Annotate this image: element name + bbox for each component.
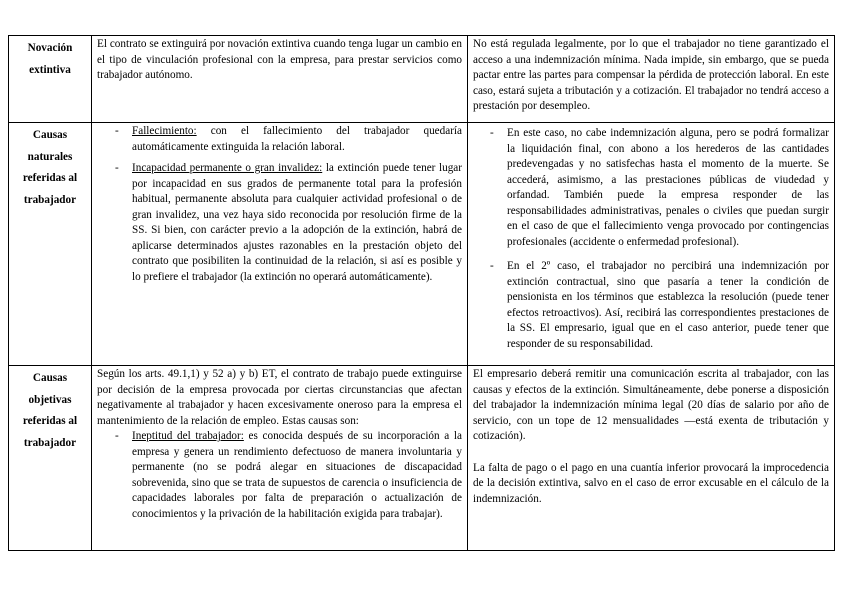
list-item (132, 161, 462, 285)
table-row-novacion (9, 36, 835, 123)
row-description: El contrato se extinguirá por novación extintiva cuando tenga lugar un cambio en el tipo de vinculación profesional con la empresa, para prestar servicios como trabajador autónomo. (92, 36, 468, 123)
list-item (132, 429, 462, 522)
cause-text: con el fallecimiento del trabajador quedaría automáticamente extinguida la relación laboral. (132, 125, 462, 153)
consequence-list (473, 126, 829, 352)
row-label: Causas objetivas referidas al trabajador (9, 366, 92, 551)
row-label: Causas naturales referidas al trabajador (9, 123, 92, 366)
list-item (132, 124, 462, 155)
cause-title: Incapacidad permanente o gran invalidez: (132, 162, 323, 174)
row-description (92, 366, 468, 551)
cause-list (97, 124, 462, 285)
cause-text: es conocida después de su incorporación a la empresa y genera un rendimiento defectuoso de manera involuntaria y permanente (no se podrá alegar en situaciones de discapacidad sobrevenida, sino que se trata de supuestos de carencia o insuficiencia de capacidades laborales por falta de preparación o actualización de conocimientos y la privación de la habilitación exigida para trabajar). (132, 430, 463, 520)
row-consequences (468, 123, 835, 366)
consequence-paragraph: El empresario deberá remitir una comunicación escrita al trabajador, con las causas y efectos de la extinción. Simultáneamente, debe ponerse a disposición del trabajador la indemnización mínima legal (20 días de salario por año de servicio, con un tope de 12 mensualidades —está exenta de tributación y cotización). (473, 368, 829, 442)
list-item: - En este caso, no cabe indemnización alguna, pero se podrá formalizar la liquidación final, con abono a los herederos de las cantidades predevengadas y no satisfechas hasta el momento de la muerte. Se accederá, asimismo, a las prestaciones públicas de viudedad y orfandad. También puede la empresa responder de las responsabilidades administrativas, penales o civiles que puedan surgir en el caso de que el fallecimiento venga provocado por contingencias profesionales (accidente o enfermedad profesional). (507, 126, 829, 250)
legal-table (8, 35, 835, 551)
cause-list (97, 429, 462, 522)
row-description (92, 123, 468, 366)
row-label: Novación extintiva (9, 36, 92, 123)
row-consequences: No está regulada legalmente, por lo que el trabajador no tiene garantizado el acceso a una indemnización mínima. Nada impide, sin embargo, que se pueda pactar entre las partes para compensar la pérdida de protección laboral. En este caso, estará sujeta a tributación y a cotización. El trabajador no tendrá acceso a prestación por desempleo. (468, 36, 835, 123)
intro-paragraph: Según los arts. 49.1,1) y 52 a) y b) ET, el contrato de trabajo puede extinguirse por decisión de la empresa provocada por ciertas circunstancias que afectan negativamente al trabajador y hacen excesivamente oneroso para la empresa el mantenimiento de la relación de empleo. Estas causas son: (97, 368, 462, 427)
consequence-paragraph: La falta de pago o el pago en una cuantía inferior provocará la improcedencia de la decisión extintiva, salvo en el caso de error excusable en el cálculo de la indemnización. (473, 461, 829, 505)
row-consequences (468, 366, 835, 551)
cause-title: Fallecimiento: (132, 125, 197, 137)
cause-text: la extinción puede tener lugar por incapacidad en sus grados de permanente total para la profesión habitual, permanente absoluta para cualquier actividad profesional o de gran invalidez, una vez haya sido reconocida por resolución firme de la SS. Si bien, con carácter previo a la adopción de la extinción, habrá de aplicarse determinados ajustes razonables en la prestación objeto del contrato que posibiliten la continuidad de la relación, si así es posible y lo prefiere el trabajador (la extinción no operará automáticamente). (132, 162, 462, 283)
cause-title: Ineptitud del trabajador: (132, 430, 244, 442)
table-row-causas-objetivas (9, 366, 835, 551)
list-item: - En el 2º caso, el trabajador no percibirá una indemnización por extinción contractual, sino que pasaría a tener la condición de pensionista en los términos que establezca la resolución (puede tener efectos retroactivos). Así, recibirá las correspondientes prestaciones de la SS. El empresario, igual que en el caso anterior, puede tener que responder de su responsabilidad. (507, 259, 829, 352)
table-row-causas-naturales (9, 123, 835, 366)
